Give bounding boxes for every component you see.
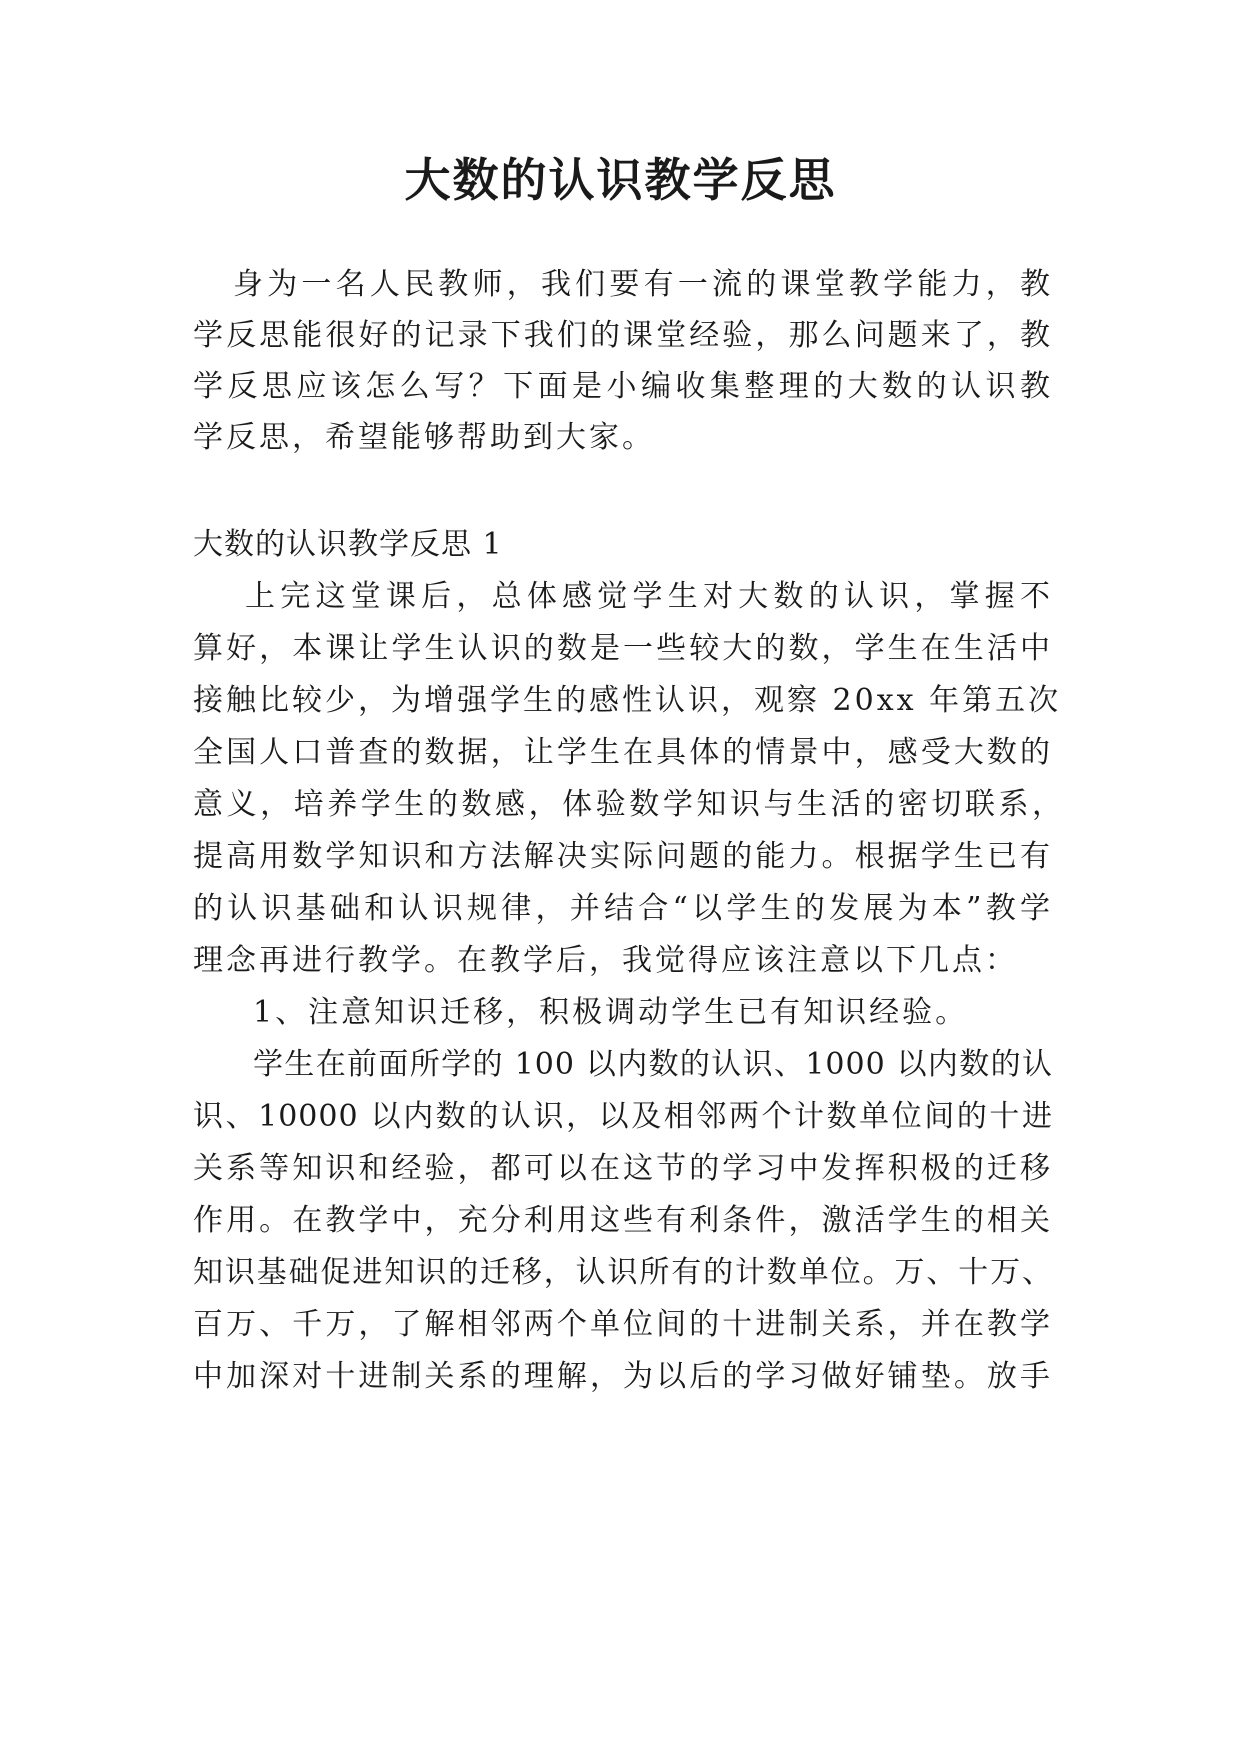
paragraph-line: 中加深对十进制关系的理解，为以后的学习做好铺垫。放手	[193, 1359, 1053, 1394]
document-title: 大数的认识教学反思	[404, 153, 837, 207]
paragraph-line: 理念再进行教学。在教学后，我觉得应该注意以下几点：	[193, 943, 1018, 978]
paragraph-line: 的认识基础和认识规律，并结合“以学生的发展为本”教学	[193, 891, 1053, 926]
intro-line: 身为一名人民教师，我们要有一流的课堂教学能力，教	[233, 267, 1053, 302]
intro-line: 学反思能很好的记录下我们的课堂经验，那么问题来了，教	[193, 318, 1053, 353]
section-heading: 大数的认识教学反思 1	[193, 527, 503, 562]
paragraph-line: 接触比较少，为增强学生的感性认识，观察 20xx 年第五次	[193, 683, 1062, 718]
paragraph-line: 上完这堂课后，总体感觉学生对大数的认识，掌握不	[245, 579, 1053, 614]
paragraph-line: 提高用数学知识和方法解决实际问题的能力。根据学生已有	[193, 839, 1053, 874]
paragraph-line: 识、10000 以内数的认识，以及相邻两个计数单位间的十进	[193, 1099, 1053, 1134]
paragraph-line: 关系等知识和经验，都可以在这节的学习中发挥积极的迁移	[193, 1151, 1053, 1186]
paragraph-line: 意义，培养学生的数感，体验数学知识与生活的密切联系，	[193, 787, 1065, 822]
intro-line: 学反思应该怎么写？下面是小编收集整理的大数的认识教	[193, 369, 1053, 404]
paragraph-line: 学生在前面所学的 100 以内数的认识、1000 以内数的认	[253, 1047, 1053, 1082]
intro-line: 学反思，希望能够帮助到大家。	[193, 420, 655, 455]
list-point: 1、注意知识迁移，积极调动学生已有知识经验。	[253, 995, 969, 1030]
paragraph-line: 算好，本课让学生认识的数是一些较大的数，学生在生活中	[193, 631, 1053, 666]
paragraph-line: 作用。在教学中，充分利用这些有利条件，激活学生的相关	[193, 1203, 1053, 1238]
paragraph-line: 全国人口普查的数据，让学生在具体的情景中，感受大数的	[193, 735, 1053, 770]
paragraph-line: 百万、千万，了解相邻两个单位间的十进制关系，并在教学	[193, 1307, 1053, 1342]
paragraph-line: 知识基础促进知识的迁移，认识所有的计数单位。万、十万、	[193, 1255, 1053, 1290]
